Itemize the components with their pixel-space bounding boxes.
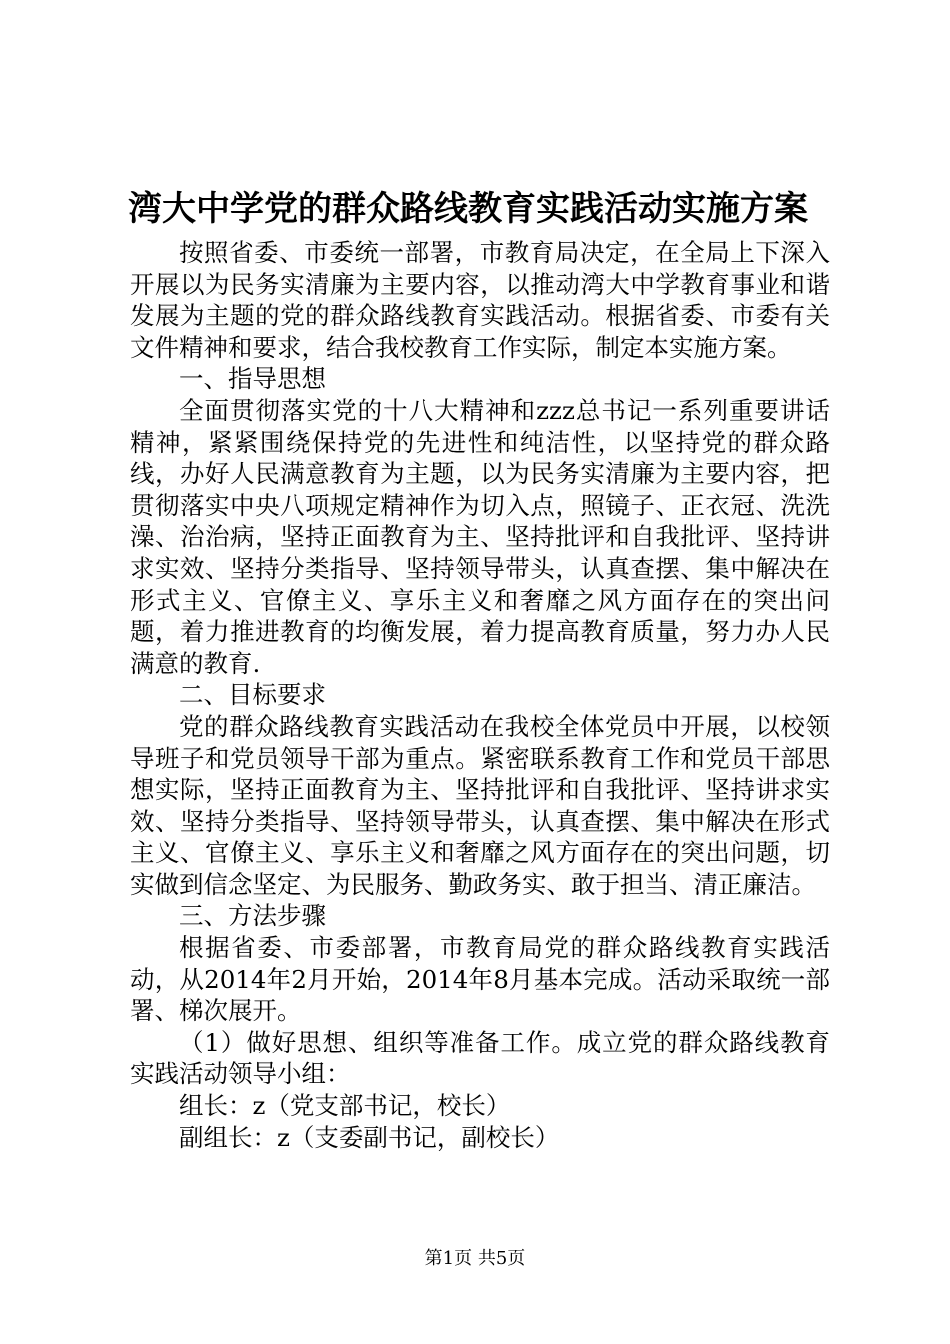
section-heading-objectives: 二、目标要求 — [179, 680, 326, 710]
section-heading-guiding-ideology: 一、指导思想 — [179, 364, 326, 394]
guiding-ideology-paragraph: 全面贯彻落实党的十八大精神和zzz总书记一系列重要讲话精神，紧紧围绕保持党的先进性和纯洁性，以坚持党的群众路线，办好人民满意教育为主题，以为民务实清廉为主要内容，把贯彻落实中央八项规定精神作为切入点，照镜子、正衣冠、洗洗澡、治治病，坚持正面教育为主、坚持批评和自我批评、坚持讲求实效、坚持分类指导、坚持领导带头，认真查摆、集中解决在形式主义、官僚主义、享乐主义和奢靡之风方面存在的突出问题，着力推进教育的均衡发展，着力提高教育质量，努力办人民满意的教育. — [130, 395, 830, 678]
deputy-leader-line: 副组长：z（支委副书记，副校长） — [179, 1122, 560, 1152]
methods-paragraph: 根据省委、市委部署，市教育局党的群众路线教育实践活动，从2014年2月开始，2014年8月基本完成。活动采取统一部署、梯次展开。 — [130, 933, 830, 1026]
section-heading-methods: 三、方法步骤 — [179, 901, 326, 931]
page-footer: 第1页 共5页 — [424, 1248, 526, 1269]
document-body — [130, 185, 830, 1153]
document-title: 湾大中学党的群众路线教育实践活动实施方案 — [128, 189, 808, 229]
step-one-paragraph: （1）做好思想、组织等准备工作。成立党的群众路线教育实践活动领导小组： — [130, 1027, 830, 1089]
leader-line: 组长：z（党支部书记，校长） — [179, 1091, 511, 1121]
intro-paragraph: 按照省委、市委统一部署，市教育局决定，在全局上下深入开展以为民务实清廉为主要内容，以推动湾大中学教育事业和谐发展为主题的党的群众路线教育实践活动。根据省委、市委有关文件精神和要求，结合我校教育工作实际，制定本实施方案。 — [130, 238, 830, 362]
objectives-paragraph: 党的群众路线教育实践活动在我校全体党员中开展，以校领导班子和党员领导干部为重点。紧密联系教育工作和党员干部思想实际，坚持正面教育为主、坚持批评和自我批评、坚持讲求实效、坚持分类指导、坚持领导带头，认真查摆、集中解决在形式主义、官僚主义、享乐主义和奢靡之风方面存在的突出问题，切实做到信念坚定、为民服务、勤政务实、敢于担当、清正廉洁。 — [130, 711, 830, 899]
